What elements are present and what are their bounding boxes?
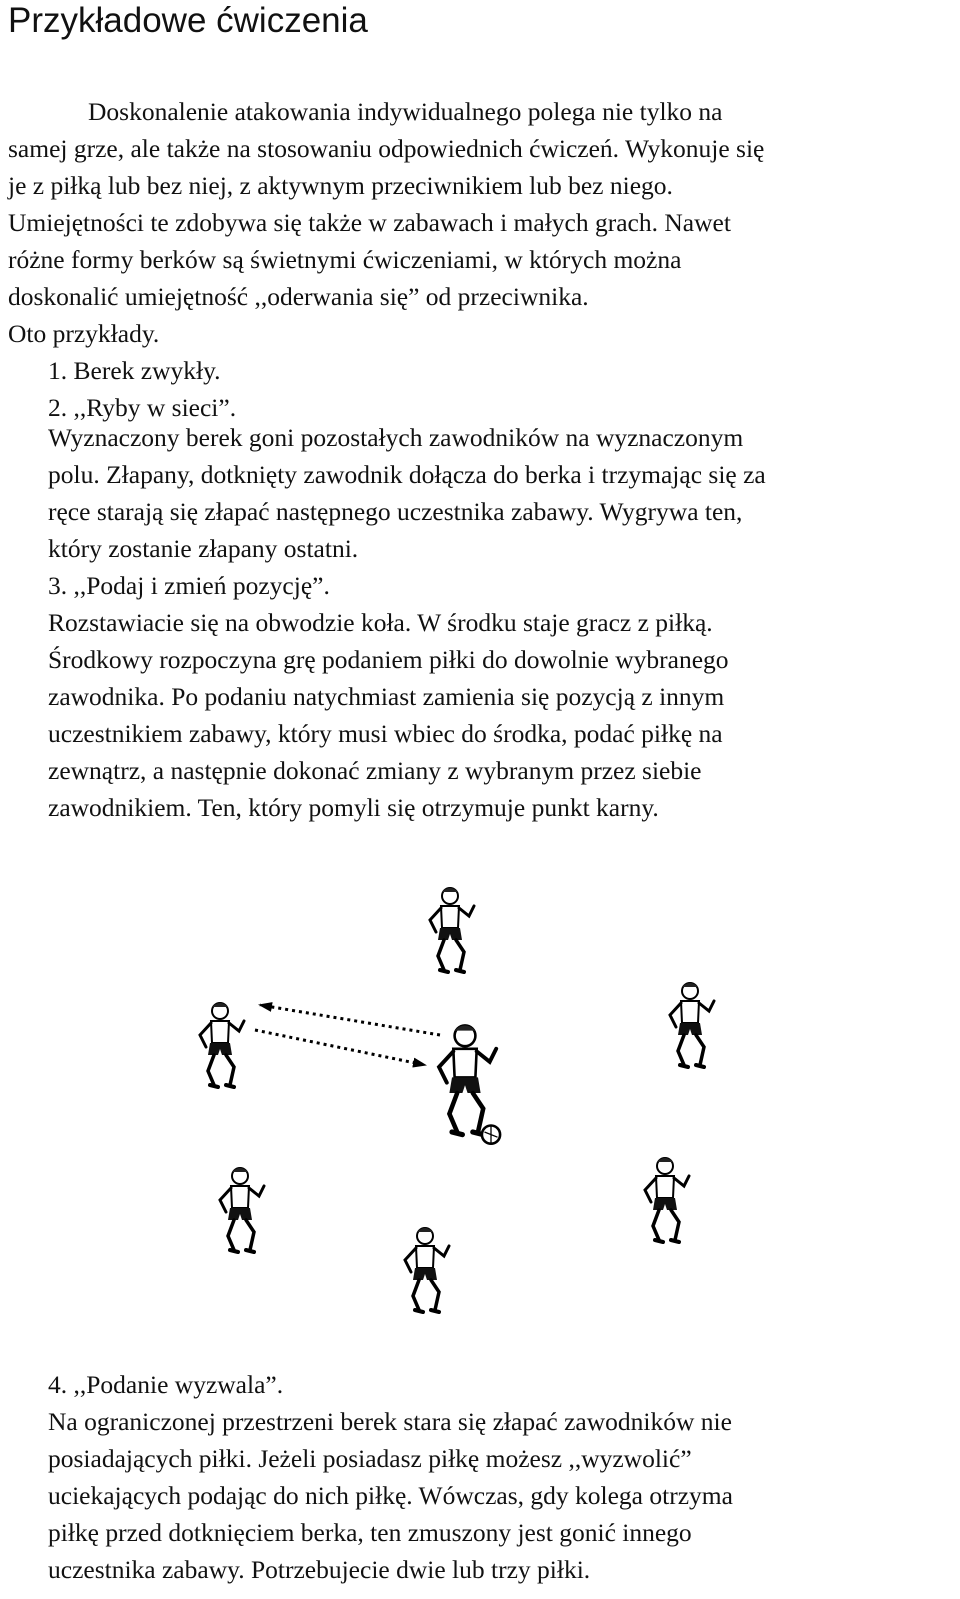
- item3-line: zewnątrz, a następnie dokonać zmiany z wybranym przez siebie: [48, 756, 702, 785]
- item4-line: piłkę przed dotknięciem berka, ten zmuszony jest gonić innego: [48, 1518, 692, 1547]
- item2-line: ręce starają się złapać następnego uczestnika zabawy. Wygrywa ten,: [48, 497, 743, 526]
- list-item-3: 3. ,,Podaj i zmień pozycję”.: [48, 571, 330, 600]
- runner-icon: [430, 888, 474, 972]
- item3-line: zawodnika. Po podaniu natychmiast zamienia się pozycją z innym: [48, 682, 725, 711]
- item3-line: Środkowy rozpoczyna grę podaniem piłki do dowolnie wybranego: [48, 645, 729, 674]
- intro-line: Doskonalenie atakowania indywidualnego polega nie tylko na: [88, 97, 723, 126]
- footballer-with-ball-icon: [439, 1025, 500, 1143]
- item3-line: Rozstawiacie się na obwodzie koła. W środku staje gracz z piłką.: [48, 608, 713, 637]
- intro-line: doskonalić umiejętność ,,oderwania się” od przeciwnika.: [8, 282, 589, 311]
- runner-icon: [645, 1158, 689, 1242]
- intro-block: [8, 93, 764, 426]
- intro-line: samej grze, ale także na stosowaniu odpowiednich ćwiczeń. Wykonuje się: [8, 134, 765, 163]
- intro-line: Umiejętności te zdobywa się także w zabawach i małych grach. Nawet: [8, 208, 731, 237]
- item3-line: uczestnikiem zabawy, który musi wbiec do środka, podać piłkę na: [48, 719, 723, 748]
- item4-line: posiadających piłki. Jeżeli posiadasz piłkę możesz ,,wyzwolić”: [48, 1444, 692, 1473]
- list-item-1: 1. Berek zwykły.: [48, 356, 221, 385]
- item4-line: uczestnika zabawy. Potrzebujecie dwie lub trzy piłki.: [48, 1555, 591, 1584]
- list-item-2: 2. ,,Ryby w sieci”.: [48, 393, 237, 422]
- item4-line: uciekających podając do nich piłkę. Wówczas, gdy kolega otrzyma: [48, 1481, 733, 1510]
- item2-line: który zostanie złapany ostatni.: [48, 534, 359, 563]
- pass-arrow: [260, 1005, 440, 1035]
- exercise-4-block: [48, 1366, 733, 1588]
- runner-icon: [220, 1168, 264, 1252]
- item4-line: Na ograniczonej przestrzeni berek stara się złapać zawodników nie: [48, 1407, 732, 1436]
- runner-icon: [405, 1228, 449, 1312]
- intro-line: je z piłką lub bez niej, z aktywnym przeciwnikiem lub bez niego.: [8, 171, 673, 200]
- item2-line: Wyznaczony berek goni pozostałych zawodników na wyznaczonym: [48, 423, 744, 452]
- list-item-4: 4. ,,Podanie wyzwala”.: [48, 1370, 284, 1399]
- intro-line: Oto przykłady.: [8, 319, 160, 348]
- page-title: Przykładowe ćwiczenia: [8, 1, 368, 40]
- pass-arrow: [255, 1030, 425, 1065]
- item3-line: zawodnikiem. Ten, który pomyli się otrzymuje punkt karny.: [48, 793, 659, 822]
- intro-line: różne formy berków są świetnymi ćwiczeniami, w których można: [8, 245, 682, 274]
- exercise-description-block: [48, 419, 766, 826]
- exercise-diagram: [180, 860, 740, 1320]
- runner-icon: [200, 1003, 244, 1087]
- item2-line: polu. Złapany, dotknięty zawodnik dołącza do berka i trzymając się za: [48, 460, 766, 489]
- runner-icon: [670, 983, 714, 1067]
